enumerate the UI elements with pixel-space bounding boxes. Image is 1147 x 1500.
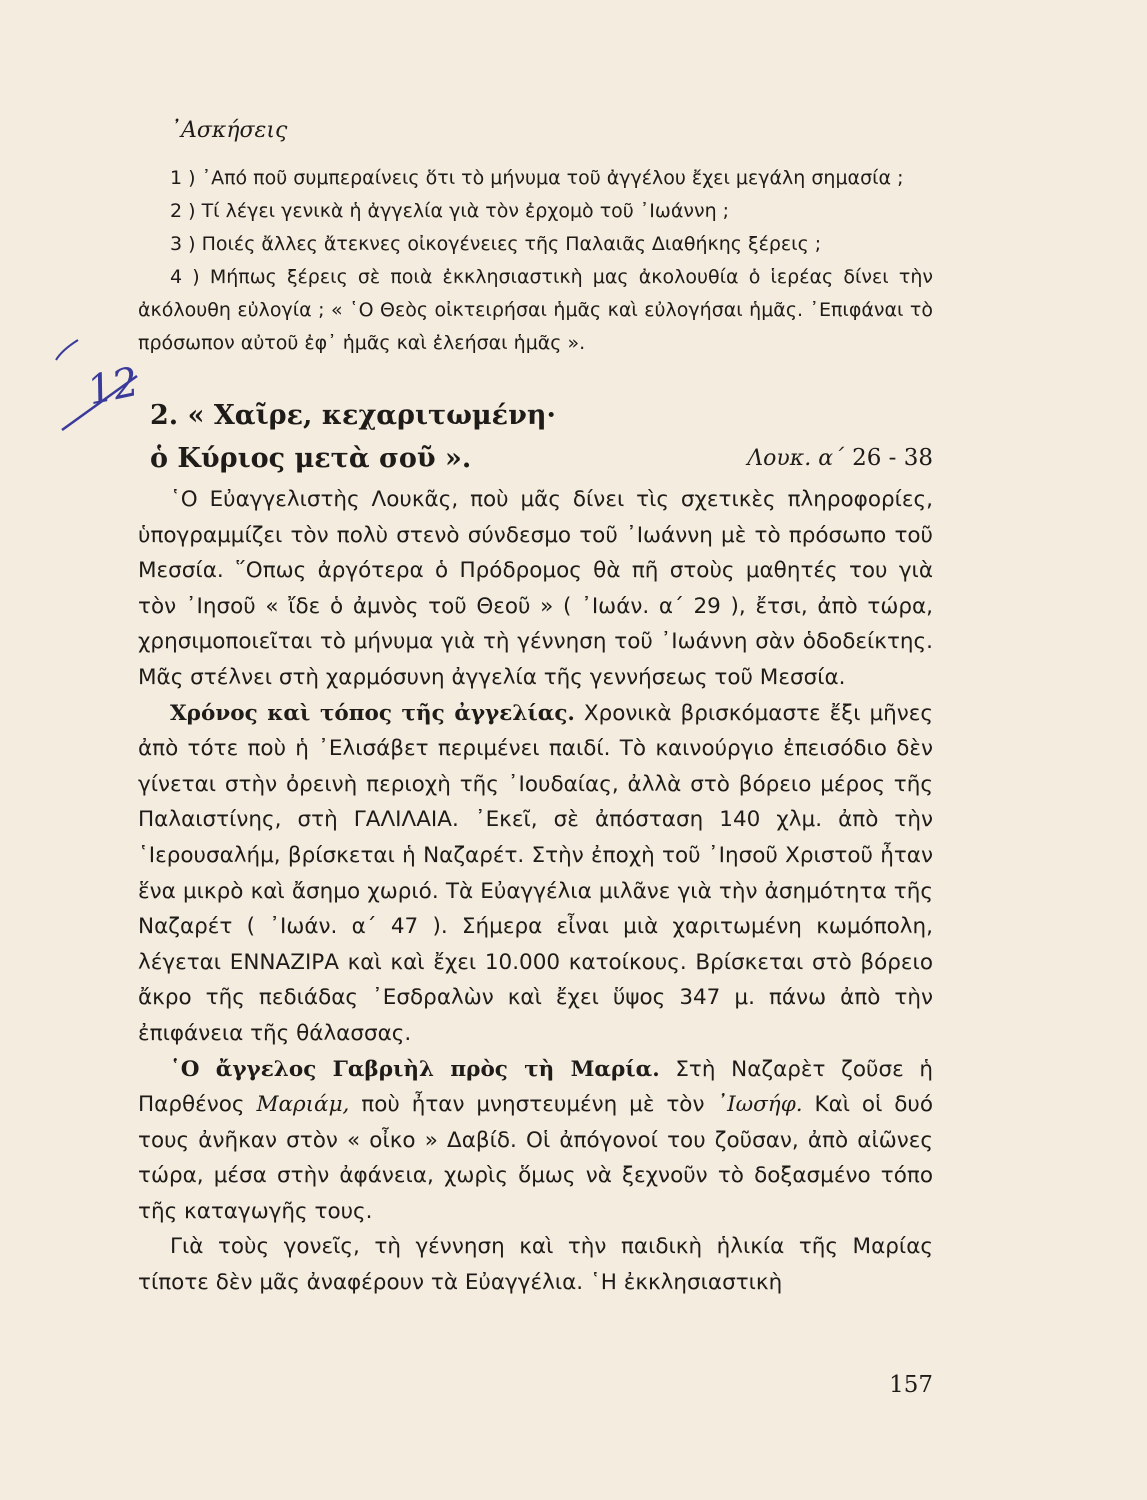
section-title-line1: 2. « Χαῖρε, κεχαριτωμένη· bbox=[150, 400, 556, 431]
handwritten-mark-icon bbox=[42, 330, 152, 440]
exercise-item: 2 ) Τί λέγει γενικὰ ἡ ἀγγελία γιὰ τὸν ἐρχομὸ τοῦ ᾿Ιωάννη ; bbox=[170, 200, 730, 222]
page-number: 157 bbox=[889, 1372, 933, 1398]
paragraph-gabriel: ῾Ο ἄγγελος Γαβριὴλ πρὸς τὴ Μαρία. Στὴ Ναζαρὲτ ζοῦσε ἡ Παρθένος Μαριάμ, ποὺ ἦταν μνηστευμένη μὲ τὸν ᾿Ιωσήφ. Καὶ οἱ δυό τους ἀνῆκαν στὸν « οἶκο » Δαβίδ. Οἱ ἀπόγονοί του ζοῦσαν, ἀπὸ αἰῶνες τώρα, μέσα στὴν ἀφάνεια, χωρὶς ὅμως νὰ ξεχνοῦν τὸ δοξασμένο τόπο τῆς καταγωγῆς τους. bbox=[138, 1056, 934, 1224]
name-iosif: ᾿Ιωσήφ. bbox=[716, 1092, 803, 1118]
reference-book: Λουκ. α´ bbox=[747, 446, 845, 471]
paragraph-intro: ῾Ο Εὐαγγελιστὴς Λουκᾶς, ποὺ μᾶς δίνει τὶς σχετικὲς πληροφορίες, ὑπογραμμίζει τὸν πολὺ στενὸ σύνδεσμο τοῦ ᾿Ιωάννη μὲ τὸ πρόσωπο τοῦ Μεσσία. ῞Οπως ἀργότερα ὁ Πρόδρομος θὰ πῆ στοὺς μαθητές του γιὰ τὸν ᾿Ιησοῦ « ἴδε ὁ ἀμνὸς τοῦ Θεοῦ » ( ᾿Ιωάν. α´ 29 ), ἔτσι, ἀπὸ τώρα, χρησιμοποιεῖται τὸ μήνυμα γιὰ τὴ γέννηση τοῦ ᾿Ιωάννη σὰν ὁδοδείκτης. Μᾶς στέλνει στὴ χαρμόσυνη ἀγγελία τῆς γεννήσεως τοῦ Μεσσία. bbox=[138, 487, 933, 690]
exercise-item: 3 ) Ποιές ἄλλες ἄτεκνες οἰκογένειες τῆς Παλαιᾶς Διαθήκης ξέρεις ; bbox=[170, 233, 822, 255]
section-title-line2: ὁ Κύριος μετὰ σοῦ ». bbox=[150, 443, 472, 474]
exercises-title: ᾿Ασκήσεις bbox=[170, 118, 288, 143]
paragraph-heading: Χρόνος καὶ τόπος τῆς ἀγγελίας. bbox=[170, 700, 575, 726]
handwritten-number: 12 bbox=[83, 358, 143, 415]
section-heading bbox=[150, 394, 933, 480]
exercises-list bbox=[138, 162, 933, 360]
reference-verses: 26 - 38 bbox=[852, 445, 933, 471]
paragraph-time-place: Χρόνος καὶ τόπος τῆς ἀγγελίας. Χρονικὰ βρισκόμαστε ἔξι μῆνες ἀπὸ τότε ποὺ ἡ ᾿Ελισάβετ περιμένει παιδί. Τὸ καινούργιο ἐπεισόδιο δὲν γίνεται στὴν ὀρεινὴ περιοχὴ τῆς ᾿Ιουδαίας, ἀλλὰ στὸ βόρειο μέρος τῆς Παλαιστίνης, στὴ ΓΑΛΙΛΑΙΑ. ᾿Εκεῖ, σὲ ἀπόσταση 140 χλμ. ἀπὸ τὴν ῾Ιερουσαλήμ, βρίσκεται ἡ Ναζαρέτ. Στὴν ἐποχὴ τοῦ ᾿Ιησοῦ Χριστοῦ ἦταν ἕνα μικρὸ καὶ ἄσημο χωριό. Τὰ Εὐαγγέλια μιλᾶνε γιὰ τὴν ἀσημότητα τῆς Ναζαρέτ ( ᾿Ιωάν. α´ 47 ). Σήμερα εἶναι μιὰ χαριτωμένη κωμόπολη, λέγεται ΕΝΝΑΖΙΡΑ καὶ καὶ ἔχει 10.000 κατοίκους. Βρίσκεται στὸ βόρειο ἄκρο τῆς πεδιάδας ᾿Εσδραλὼν καὶ ἔχει ὕψος 347 μ. πάνω ἀπὸ τὴν ἐπιφάνεια τῆς θάλασσας. bbox=[138, 700, 933, 1046]
scripture-reference bbox=[747, 437, 933, 480]
exercise-item: 1 ) ᾿Από ποῦ συμπεραίνεις ὅτι τὸ μήνυμα τοῦ ἀγγέλου ἔχει μεγάλη σημασία ; bbox=[170, 167, 904, 189]
paragraph-heading: ῾Ο ἄγγελος Γαβριὴλ πρὸς τὴ Μαρία. bbox=[170, 1056, 660, 1082]
paragraph-parents: Γιὰ τοὺς γονεῖς, τὴ γέννηση καὶ τὴν παιδικὴ ἡλικία τῆς Μαρίας τίποτε δὲν μᾶς ἀναφέρουν τὰ Εὐαγγέλια. ῾Η ἐκκλησιαστικὴ bbox=[138, 1234, 933, 1296]
name-mariam: Μαριάμ, bbox=[256, 1092, 350, 1118]
exercise-item: 4 ) Μήπως ξέρεις σὲ ποιὰ ἐκκλησιαστικὴ μας ἀκολουθία ὁ ἱερέας δίνει τὴν ἀκόλουθη εὐλογία ; « ῾Ο Θεὸς οἰκτειρήσαι ἡμᾶς καὶ εὐλογήσαι ἡμᾶς. ᾿Επιφάναι τὸ πρόσωπον αὐτοῦ ἐφ᾿ ἡμᾶς καὶ ἐλεήσαι ἡμᾶς ». bbox=[138, 266, 933, 354]
body-text bbox=[138, 482, 933, 1301]
